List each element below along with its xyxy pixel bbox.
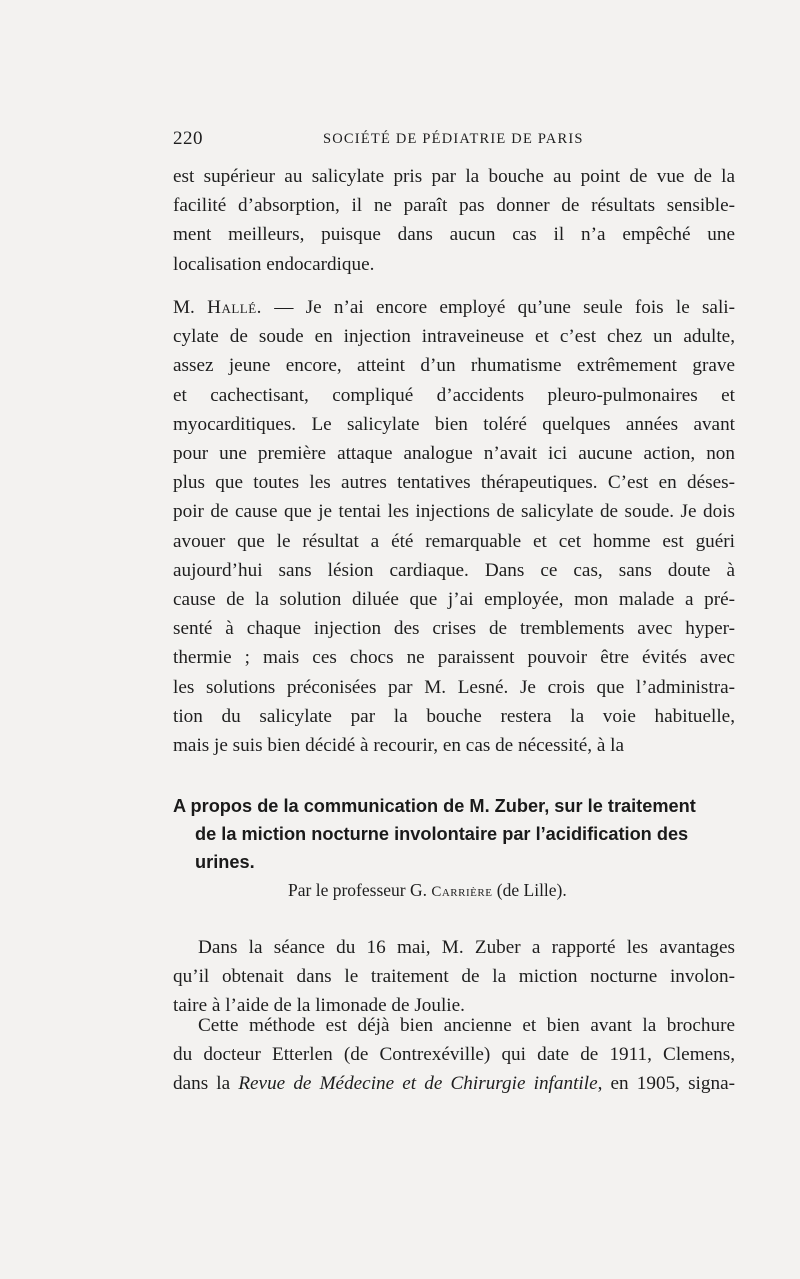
running-head xyxy=(173,128,735,152)
paragraph-seance xyxy=(173,933,735,1021)
speaker-name: Hallé. xyxy=(207,297,262,318)
text-line: les solutions préconisées par M. Lesné. Je crois que l’administra- xyxy=(173,676,735,698)
text-line: mais je suis bien décidé à recourir, en cas de nécessité, à la xyxy=(173,735,625,757)
text-line: pour une première attaque analogue n’avait ici aucune action, non xyxy=(173,443,735,465)
text-line: cause de la solution diluée que j’ai employée, mon malade a pré- xyxy=(173,589,735,611)
paragraph-halle xyxy=(173,293,735,760)
text-line: avouer que le résultat a été remarquable et cet homme est guéri xyxy=(173,530,735,552)
text-line: senté à chaque injection des crises de tremblements avec hyper- xyxy=(173,618,735,640)
title-line: de la miction nocturne involontaire par l’acidification des xyxy=(195,824,689,844)
speaker-text: — Je n’ai encore employé qu’une seule fois le sali- xyxy=(261,297,735,318)
text-line: cylate de soude en injection intraveineuse et c’est chez un adulte, xyxy=(173,326,735,348)
author-name: Carrière xyxy=(431,884,493,900)
paragraph-methode xyxy=(173,1011,735,1099)
text-line: ment meilleurs, puisque dans aucun cas il n’a empêché une xyxy=(173,224,735,246)
byline xyxy=(288,880,567,901)
text-line: tion du salicylate par la bouche restera la voie habituelle, xyxy=(173,705,735,727)
title-line: A propos de la communication de M. Zuber, sur le traitement xyxy=(173,796,696,816)
journal-title: SOCIÉTÉ DE PÉDIATRIE DE PARIS xyxy=(323,131,584,147)
text-line: est supérieur au salicylate pris par la bouche au point de vue de la xyxy=(173,166,735,187)
text-fragment: dans la xyxy=(173,1073,239,1095)
text-line-first xyxy=(173,293,735,322)
text-line: Dans la séance du 16 mai, M. Zuber a rapporté les avantages xyxy=(198,937,735,958)
text-line: taire à l’aide de la limonade de Joulie. xyxy=(173,995,465,1017)
page-number: 220 xyxy=(173,128,203,149)
byline-prefix: Par le professeur G. xyxy=(288,880,432,900)
text-line: plus que toutes les autres tentatives thérapeutiques. C’est en déses- xyxy=(173,472,735,494)
text-line: poir de cause que je tentai les injections de salicylate de soude. Je dois xyxy=(173,501,735,523)
text-line: assez jeune encore, atteint d’un rhumatisme extrêmement grave xyxy=(173,355,735,377)
speaker-prefix: M. xyxy=(173,297,208,318)
text-line-last xyxy=(173,1069,735,1098)
article-title xyxy=(173,792,738,876)
text-line: myocarditiques. Le salicylate bien toléré quelques années avant xyxy=(173,413,735,435)
journal-reference: Revue de Médecine et de Chirurgie infantile xyxy=(238,1073,598,1095)
text-line: du docteur Etterlen (de Contrexéville) qui date de 1911, Clemens, xyxy=(173,1044,735,1066)
text-line: et cachectisant, compliqué d’accidents pleuro-pulmonaires et xyxy=(173,384,735,406)
text-line: qu’il obtenait dans le traitement de la miction nocturne involon- xyxy=(173,966,735,988)
text-line: facilité d’absorption, il ne paraît pas donner de résultats sensible- xyxy=(173,195,735,217)
text-fragment: , en 1905, signa- xyxy=(597,1073,735,1095)
byline-affiliation: (de Lille). xyxy=(492,880,567,900)
text-line: localisation endocardique. xyxy=(173,253,375,275)
text-line: Cette méthode est déjà bien ancienne et bien avant la brochure xyxy=(198,1015,735,1036)
title-line: urines. xyxy=(195,852,255,872)
text-line: aujourd’hui sans lésion cardiaque. Dans ce cas, sans doute à xyxy=(173,559,735,581)
paragraph-continuation xyxy=(173,162,735,279)
text-line: thermie ; mais ces chocs ne paraissent pouvoir être évités avec xyxy=(173,647,735,669)
